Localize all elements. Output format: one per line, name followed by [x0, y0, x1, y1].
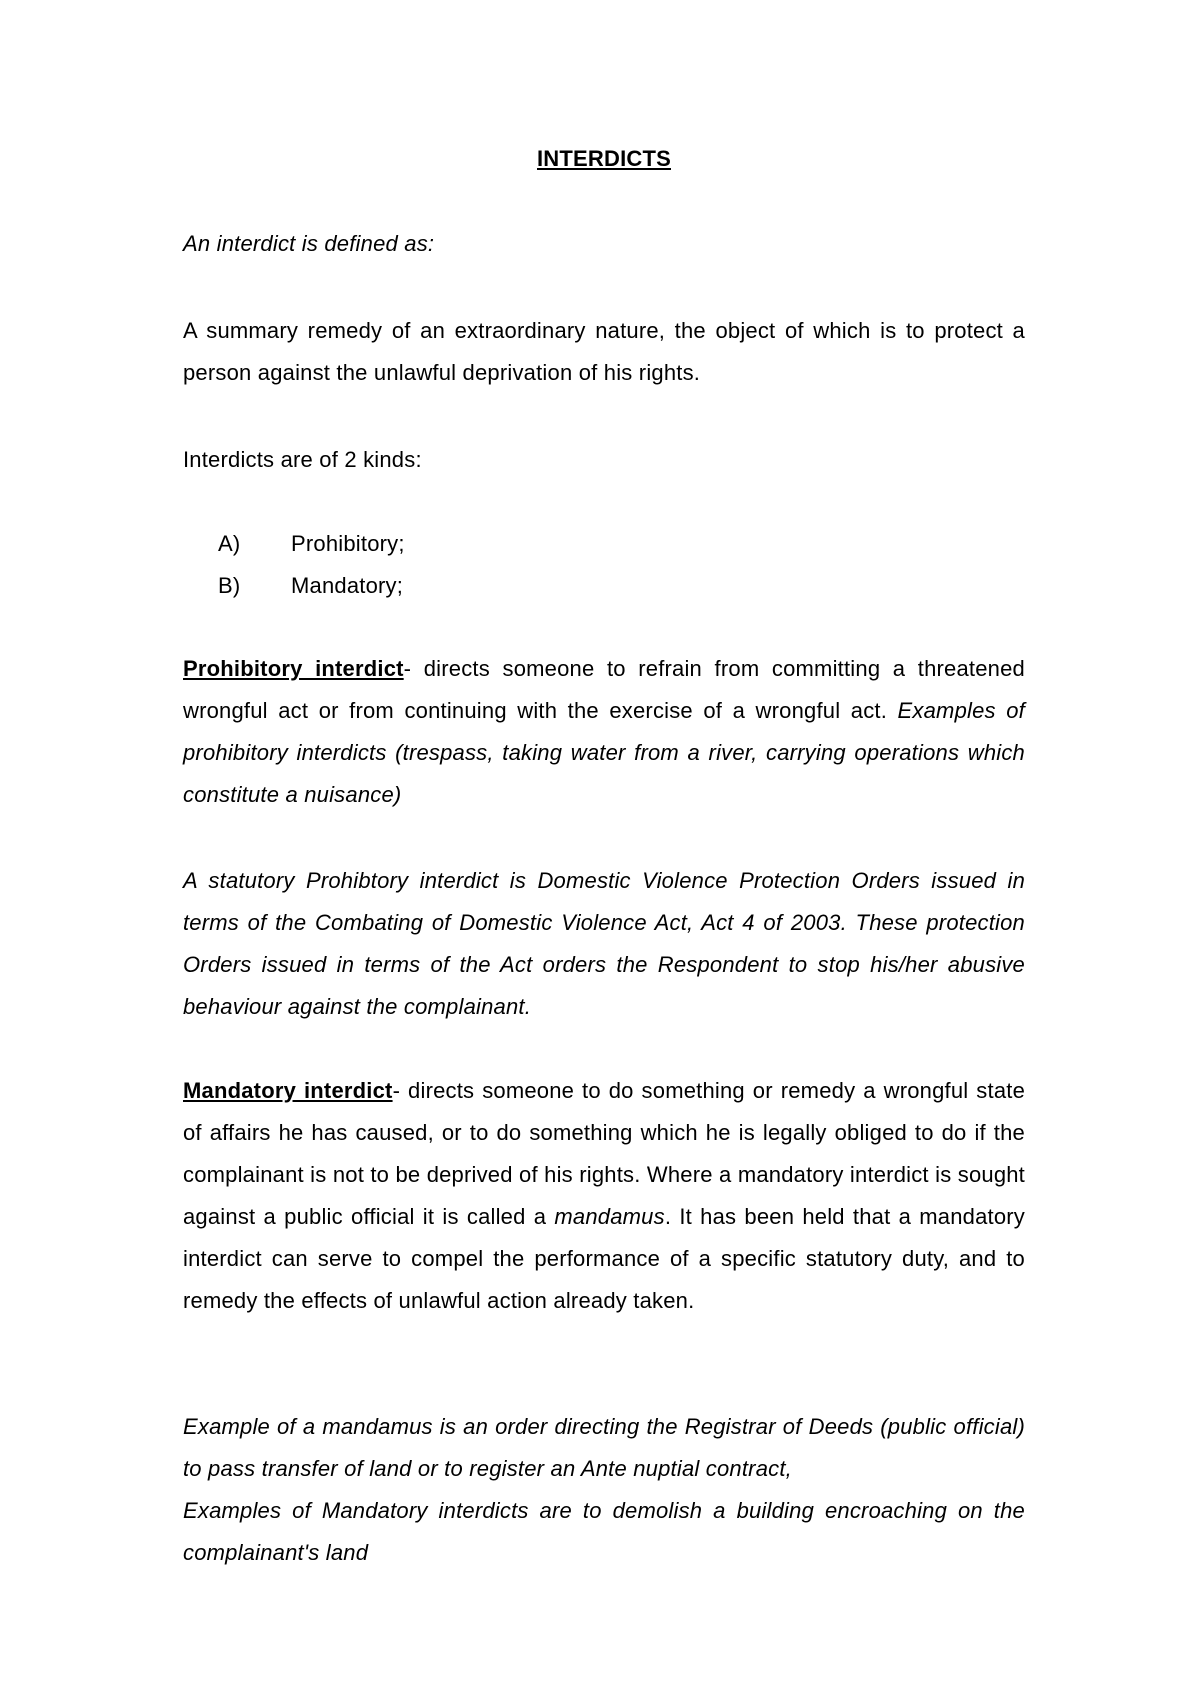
list-item-letter: B) — [218, 573, 241, 598]
mandatory-term: Mandatory interdict — [183, 1078, 393, 1103]
mandatory-examples: Examples of Mandatory interdicts are to demolish a building encroaching on the complainant's land — [183, 1498, 1025, 1565]
mandamus-example: Example of a mandamus is an order directing the Registrar of Deeds (public official) to pass transfer of land or to register an Ante nuptial contract, — [183, 1414, 1025, 1481]
statutory-paragraph: A statutory Prohibtory interdict is Domestic Violence Protection Orders issued in terms of the Combating of Domestic Violence Act, Act 4 of 2003. These protection Orders issued in terms of the Act orders the Respondent to stop his/her abusive behaviour against the complainant. — [183, 868, 1025, 1019]
list-item-text: Mandatory; — [291, 573, 404, 598]
mandatory-paragraph — [183, 1070, 1025, 1322]
definition-intro: An interdict is defined as: — [183, 231, 435, 256]
mandatory-definition: - directs someone to do something or remedy a wrongful state of affairs he has caused, or to do something which he is legally obliged to do if the complainant is not to be deprived of his rights. Where a mandatory interdict is sought against a public official it is called a — [183, 1078, 1026, 1229]
prohibitory-term: Prohibitory interdict — [183, 656, 404, 681]
prohibitory-examples: Examples of prohibitory interdicts (trespass, taking water from a river, carrying operations which constitute a nuisance) — [183, 698, 1025, 807]
document-title: INTERDICTS — [537, 146, 671, 171]
mandamus-term: mandamus — [554, 1204, 665, 1229]
list-item-letter: A) — [218, 531, 241, 556]
prohibitory-paragraph — [183, 648, 1025, 816]
mandatory-definition-cont: . It has been held that a mandatory interdict can serve to compel the performance of a specific statutory duty, and to remedy the effects of unlawful action already taken. — [183, 1204, 1025, 1313]
kinds-intro: Interdicts are of 2 kinds: — [183, 447, 422, 472]
definition-paragraph: A summary remedy of an extraordinary nature, the object of which is to protect a person against the unlawful deprivation of his rights. — [183, 318, 1025, 385]
prohibitory-definition: - directs someone to refrain from committing a threatened wrongful act or from continuing with the exercise of a wrongful act. — [183, 656, 1025, 723]
list-item-text: Prohibitory; — [291, 531, 405, 556]
